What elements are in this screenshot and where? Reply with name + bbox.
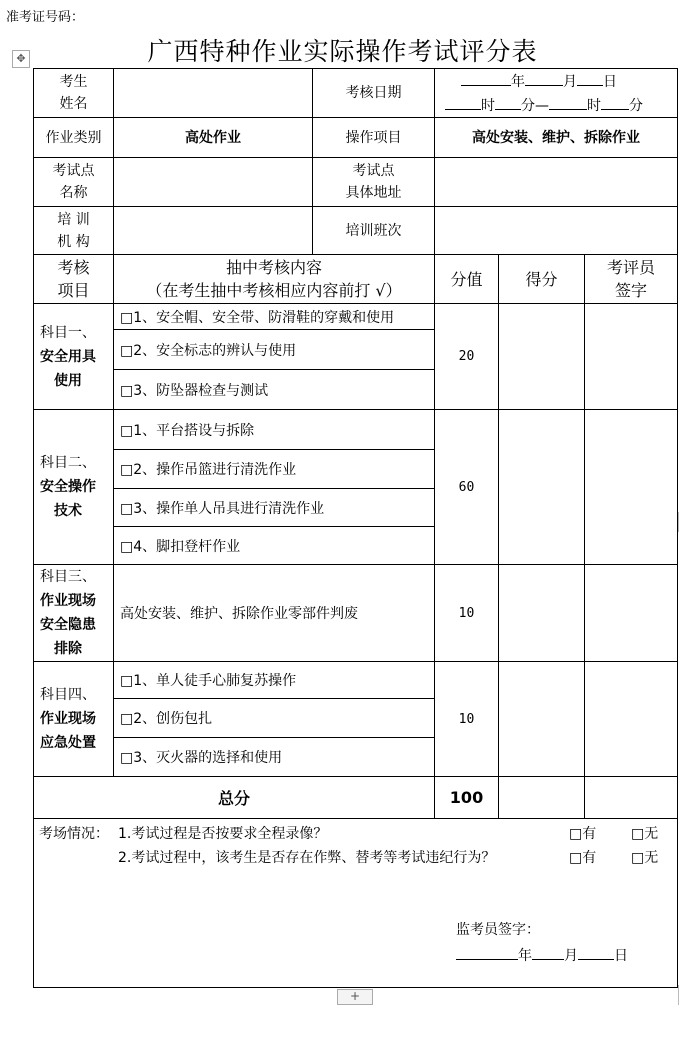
total-row (34, 777, 678, 819)
page-edge-marker (678, 512, 685, 532)
subject-1-got-field[interactable] (499, 304, 585, 410)
subject-4-name: 科目四、 作业现场 应急处置 (34, 662, 114, 777)
subject-3-got-field[interactable] (499, 565, 585, 662)
training-row (34, 207, 678, 255)
training-org-field[interactable] (114, 207, 313, 255)
header-sign: 考评员 签字 (585, 255, 678, 304)
subject-2-sign-field[interactable] (585, 410, 678, 565)
q1-no-checkbox[interactable]: □无 (631, 826, 659, 842)
page-edge-marker (678, 985, 685, 1005)
subject-1-item-3[interactable]: □3、防坠器检查与测试 (114, 370, 435, 410)
subject-1-sign-field[interactable] (585, 304, 678, 410)
subject-2-got-field[interactable] (499, 410, 585, 565)
notes-question-2: 2.考试过程中，该考生是否存在作弊、替考等考试违纪行为？ (118, 850, 496, 866)
table-move-handle-icon[interactable]: ✥ (12, 50, 30, 68)
supervisor-date[interactable]: 年 月 日 (456, 943, 628, 965)
category-value: 高处作业 (114, 118, 313, 158)
training-class-field[interactable] (435, 207, 678, 255)
subject-3-score: 10 (435, 565, 499, 662)
subject-1-name: 科目一、 安全用具 使用 (34, 304, 114, 410)
q2-no-checkbox[interactable]: □无 (631, 850, 659, 866)
subject-2-item-1[interactable]: □1、平台搭设与拆除 (114, 410, 435, 450)
notes-question-1: 1.考试过程是否按要求全程录像？ (118, 826, 328, 842)
subject-1-item-2[interactable]: □2、安全标志的辨认与使用 (114, 330, 435, 370)
subject-2-item-4[interactable]: □4、脚扣登杆作业 (114, 527, 435, 565)
header-item: 考核 项目 (34, 255, 114, 304)
table-row (34, 410, 678, 450)
subject-3-sign-field[interactable] (585, 565, 678, 662)
notes-label: 考场情况： (39, 826, 109, 842)
scoring-form-table (33, 68, 678, 988)
subject-4-item-3[interactable]: □3、灭火器的选择和使用 (114, 738, 435, 777)
training-org-label: 培 训 机 构 (34, 207, 114, 255)
training-class-label: 培训班次 (313, 207, 435, 255)
table-row (34, 304, 678, 330)
subject-4-got-field[interactable] (499, 662, 585, 777)
score-table-header (34, 255, 678, 304)
subject-1-score: 20 (435, 304, 499, 410)
total-got-field[interactable] (499, 777, 585, 819)
add-row-button[interactable]: + (337, 989, 373, 1005)
subject-2-item-3[interactable]: □3、操作单人吊具进行清洗作业 (114, 489, 435, 527)
exam-notes (34, 819, 678, 988)
table-row (34, 662, 678, 699)
site-address-label: 考试点 具体地址 (313, 158, 435, 207)
q2-yes-checkbox[interactable]: □有 (569, 850, 597, 866)
project-label: 操作项目 (313, 118, 435, 158)
subject-3-item-1[interactable]: 高处安装、维护、拆除作业零部件判废 (114, 565, 435, 662)
site-name-field[interactable] (114, 158, 313, 207)
header-got: 得分 (499, 255, 585, 304)
header-score: 分值 (435, 255, 499, 304)
subject-2-item-2[interactable]: □2、操作吊篮进行清洗作业 (114, 450, 435, 489)
subject-2-name: 科目二、 安全操作 技术 (34, 410, 114, 565)
subject-4-item-2[interactable]: □2、创伤包扎 (114, 699, 435, 738)
candidate-row (34, 69, 678, 118)
exam-date-field[interactable]: 年 月 日 时 分— 时 分 (435, 69, 678, 118)
supervisor-sign-label: 监考员签字： (456, 922, 540, 938)
page-title: 广西特种作业实际操作考试评分表 (147, 37, 538, 66)
subject-4-item-1[interactable]: □1、单人徒手心肺复苏操作 (114, 662, 435, 699)
site-row (34, 158, 678, 207)
total-sign-field[interactable] (585, 777, 678, 819)
site-address-field[interactable] (435, 158, 678, 207)
total-value: 100 (435, 777, 499, 819)
project-value: 高处安装、维护、拆除作业 (435, 118, 678, 158)
subject-1-item-1[interactable]: □1、安全帽、安全带、防滑鞋的穿戴和使用 (114, 304, 435, 330)
total-label: 总分 (34, 777, 435, 819)
candidate-name-field[interactable] (114, 69, 313, 118)
subject-3-name: 科目三、 作业现场 安全隐患 排除 (34, 565, 114, 662)
subject-4-sign-field[interactable] (585, 662, 678, 777)
category-label: 作业类别 (34, 118, 114, 158)
subject-4-score: 10 (435, 662, 499, 777)
table-row (34, 565, 678, 662)
notes-row (34, 819, 678, 988)
cert-number-label: 准考证号码： (6, 10, 85, 25)
category-row (34, 118, 678, 158)
header-content: 抽中考核内容 （在考生抽中考核相应内容前打 √） (114, 255, 435, 304)
subject-2-score: 60 (435, 410, 499, 565)
exam-date-label: 考核日期 (313, 69, 435, 118)
q1-yes-checkbox[interactable]: □有 (569, 826, 597, 842)
candidate-name-label: 考生 姓名 (34, 69, 114, 118)
site-name-label: 考试点 名称 (34, 158, 114, 207)
